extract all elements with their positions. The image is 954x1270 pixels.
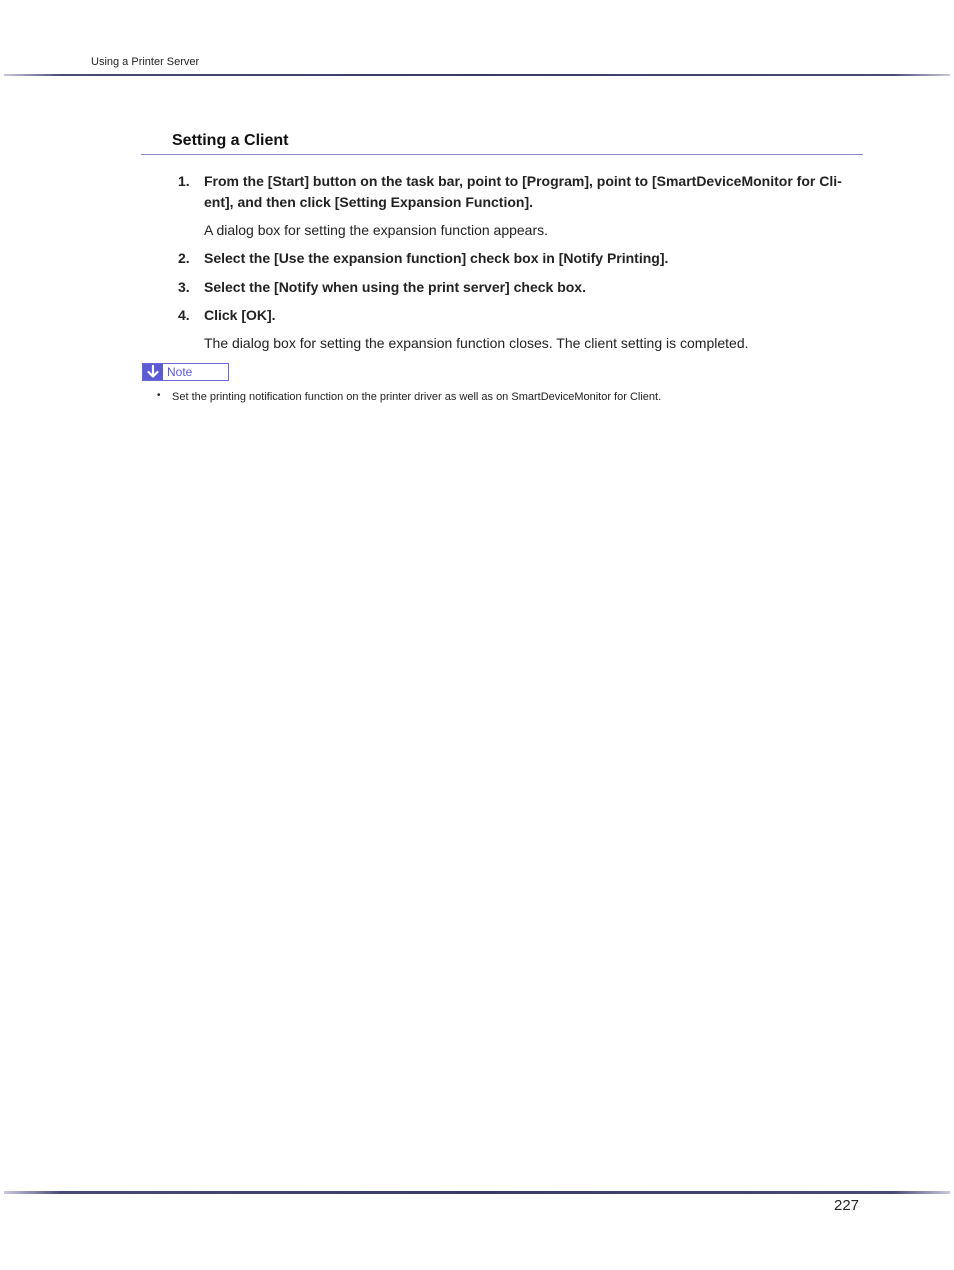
header-rule <box>4 74 950 76</box>
step-4-text: Click [OK]. <box>204 307 276 323</box>
step-3-number: 3. <box>178 279 190 295</box>
page-number: 227 <box>834 1197 860 1214</box>
step-2-text: Select the [Use the expansion function] check box in [Notify Printing]. <box>204 250 669 266</box>
step-2-number: 2. <box>178 250 190 266</box>
section-title: Setting a Client <box>172 132 289 149</box>
note-heading <box>142 363 229 381</box>
step-1-number: 1. <box>178 173 190 189</box>
step-4-description: The dialog box for setting the expansion function closes. The client setting is completed. <box>204 335 749 351</box>
note-label: Note <box>167 365 193 379</box>
section-rule <box>141 154 863 155</box>
step-4-number: 4. <box>178 307 190 323</box>
running-header: Using a Printer Server <box>91 56 200 68</box>
note-bullet: • <box>157 390 161 401</box>
step-3-text: Select the [Notify when using the print server] check box. <box>204 279 586 295</box>
step-1-text: From the [Start] button on the task bar, point to [Program], point to [SmartDeviceMonitor for Cli-ent], and then click [Setting Expansion Function]. <box>204 173 842 210</box>
footer-rule <box>4 1191 950 1194</box>
note-item: Set the printing notification function on the printer driver as well as on SmartDeviceMonitor for Client. <box>172 391 662 403</box>
down-arrow-icon <box>143 364 163 380</box>
step-1-description: A dialog box for setting the expansion function appears. <box>204 222 549 238</box>
